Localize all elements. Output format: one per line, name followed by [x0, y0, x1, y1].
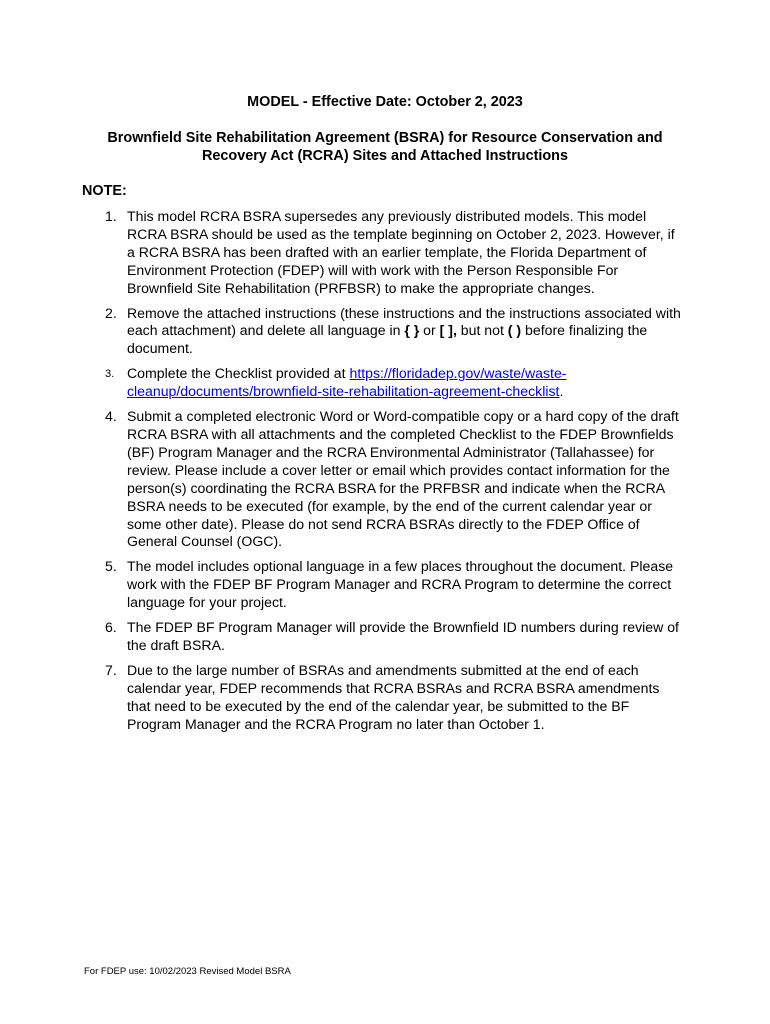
list-item-text: This model RCRA BSRA supersedes any previously distributed models. This model RCRA BSRA should be used as the template beginning on October 2, 2023. However, if a RCRA BSRA has been drafted with an earlier template, the Florida Department of Environment Protection (FDEP) will with work with the Person Responsible For Brownfield Site Rehabilitation (PRFBSR) to make the appropriate changes.	[127, 208, 675, 296]
list-item	[82, 365, 682, 401]
list-item-text: Due to the large number of BSRAs and amendments submitted at the end of each calendar year, FDEP recommends that RCRA BSRAs and RCRA BSRA amendments that need to be executed by the end of the calendar year, be submitted to the BF Program Manager and the RCRA Program no later than October 1.	[127, 661, 660, 732]
curly-braces-bold: { }	[404, 322, 420, 339]
parentheses-bold: ( )	[507, 322, 522, 339]
list-item	[82, 619, 682, 655]
list-item-text-part: before finalizing the document.	[127, 322, 648, 357]
list-item-text: The FDEP BF Program Manager will provide the Brownfield ID numbers during review of the draft BSRA.	[127, 619, 679, 653]
list-item	[82, 558, 682, 612]
square-brackets-bold: [ ],	[439, 322, 457, 339]
note-label: NOTE:	[82, 183, 127, 199]
page-footer: For FDEP use: 10/02/2023 Revised Model BSRA	[84, 966, 291, 977]
list-item	[82, 662, 682, 734]
list-item	[82, 208, 682, 298]
effective-date-heading: MODEL - Effective Date: October 2, 2023	[247, 94, 523, 110]
list-item-text: Submit a completed electronic Word or Word-compatible copy or a hard copy of the draft RCRA BSRA with all attachments and the completed Checklist to the FDEP Brownfields (BF) Program Manager and the RCRA Environmental Administrator (Tallahassee) for review. Please include a cover letter or email which provides contact information for the person(s) coordinating the RCRA BSRA for the PRFBSR and indicate when the RCRA BSRA needs to be executed (for example, by the end of the current calendar year or some other date). Please do not send RCRA BSRAs directly to the FDEP Office of General Counsel (OGC).	[127, 408, 679, 550]
list-item-text	[127, 305, 681, 357]
list-item	[82, 408, 682, 551]
list-item-number: 5.	[105, 558, 117, 575]
list-item-number: 4.	[105, 408, 117, 425]
list-item-text	[127, 365, 567, 399]
list-item-number: 6.	[105, 619, 117, 636]
list-item-number: 2.	[105, 304, 117, 321]
list-item	[82, 305, 682, 359]
list-item-text-part: .	[559, 383, 564, 400]
list-item-text-part: but not	[456, 322, 508, 339]
list-item-text-part: or	[419, 322, 440, 339]
list-item-text-part: Complete the Checklist provided at	[127, 365, 350, 382]
list-item-text-part: Remove the attached instructions (these instructions and the instructions associated with each attachment) and delete all language in	[127, 304, 681, 339]
document-title: Brownfield Site Rehabilitation Agreement (BSRA) for Resource Conservation and Recovery Act (RCRA) Sites and Attached Instructions	[107, 130, 663, 164]
list-item-number: 7.	[105, 661, 117, 678]
instructions-list	[82, 208, 682, 740]
checklist-link[interactable]: https://floridadep.gov/waste/waste-cleanup/documents/brownfield-site-rehabilitation-agreement-checklist	[127, 365, 567, 400]
list-item-number: 3.	[105, 368, 115, 381]
list-item-number: 1.	[105, 208, 117, 224]
list-item-text: The model includes optional language in a few places throughout the document. Please work with the FDEP BF Program Manager and RCRA Program to determine the correct language for your project.	[127, 558, 674, 611]
